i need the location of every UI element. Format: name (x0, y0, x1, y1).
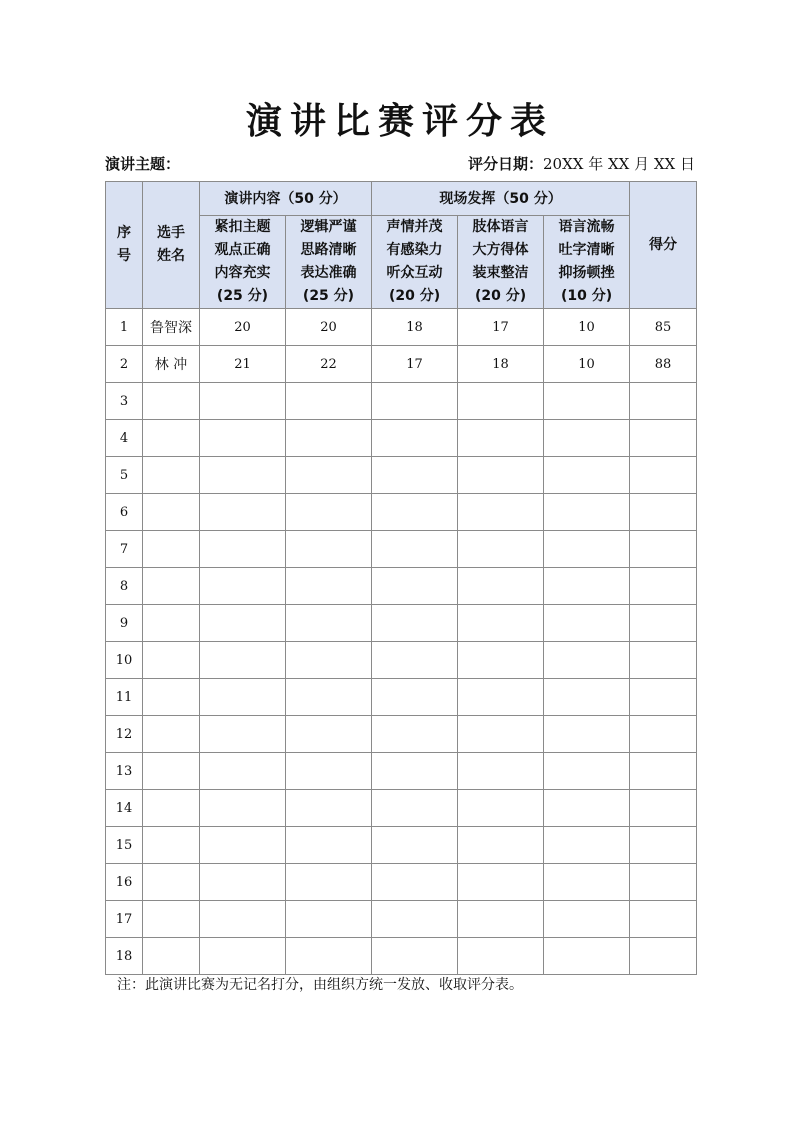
cell-c4: 18 (458, 346, 544, 383)
criterion-line: 有感染力 (386, 242, 443, 258)
cell-c3 (372, 420, 458, 457)
cell-name (143, 568, 200, 605)
cell-c1 (200, 457, 286, 494)
cell-name: 鲁智深 (143, 309, 200, 346)
cell-name (143, 642, 200, 679)
cell-c5 (544, 568, 630, 605)
cell-score (630, 383, 697, 420)
cell-c3 (372, 864, 458, 901)
cell-c5 (544, 383, 630, 420)
meta-row (105, 153, 695, 175)
table-row (106, 901, 697, 938)
cell-seq: 5 (106, 457, 143, 494)
cell-score (630, 494, 697, 531)
table-row (106, 605, 697, 642)
cell-score (630, 605, 697, 642)
criterion-line: (20 分) (388, 288, 441, 304)
cell-c2 (286, 679, 372, 716)
criterion-line: 内容充实 (214, 265, 271, 281)
criterion-line: (25 分) (302, 288, 355, 304)
criterion-line: 语言流畅 (558, 219, 615, 235)
cell-c2 (286, 605, 372, 642)
criterion-line: 观点正确 (214, 242, 271, 258)
cell-seq: 6 (106, 494, 143, 531)
cell-name (143, 457, 200, 494)
criterion-line: (20 分) (474, 288, 527, 304)
header-group-live: 现场发挥（50 分） (372, 182, 630, 216)
cell-seq: 3 (106, 383, 143, 420)
cell-c1 (200, 679, 286, 716)
cell-name (143, 531, 200, 568)
cell-seq: 15 (106, 827, 143, 864)
table-row (106, 753, 697, 790)
table-row (106, 827, 697, 864)
cell-c2 (286, 827, 372, 864)
criterion-line: 表达准确 (300, 265, 357, 281)
header-score: 得分 (630, 182, 697, 309)
table-row (106, 790, 697, 827)
cell-name (143, 827, 200, 864)
cell-name (143, 790, 200, 827)
cell-c2 (286, 642, 372, 679)
table-row (106, 383, 697, 420)
cell-c5 (544, 531, 630, 568)
cell-score (630, 864, 697, 901)
cell-name (143, 605, 200, 642)
cell-score (630, 568, 697, 605)
cell-name (143, 383, 200, 420)
cell-name: 林 冲 (143, 346, 200, 383)
cell-c4 (458, 568, 544, 605)
table-row (106, 568, 697, 605)
criterion-line: 思路清晰 (300, 242, 357, 258)
cell-c3 (372, 901, 458, 938)
cell-c1 (200, 531, 286, 568)
cell-c3 (372, 383, 458, 420)
cell-c3 (372, 790, 458, 827)
cell-c1: 20 (200, 309, 286, 346)
cell-c3 (372, 827, 458, 864)
cell-seq: 10 (106, 642, 143, 679)
cell-c3 (372, 457, 458, 494)
cell-c3 (372, 568, 458, 605)
header-criterion-4 (458, 216, 544, 309)
cell-name (143, 494, 200, 531)
score-table (105, 181, 697, 975)
cell-score (630, 901, 697, 938)
cell-c3 (372, 642, 458, 679)
cell-c5: 10 (544, 346, 630, 383)
cell-c5 (544, 790, 630, 827)
cell-c1 (200, 827, 286, 864)
cell-name (143, 753, 200, 790)
cell-c1 (200, 790, 286, 827)
cell-c2: 22 (286, 346, 372, 383)
cell-c3 (372, 753, 458, 790)
table-row (106, 864, 697, 901)
cell-c4 (458, 753, 544, 790)
cell-c4 (458, 383, 544, 420)
header-criterion-2 (286, 216, 372, 309)
criterion-line: (10 分) (560, 288, 613, 304)
cell-score (630, 827, 697, 864)
cell-seq: 8 (106, 568, 143, 605)
cell-c4 (458, 494, 544, 531)
cell-name (143, 679, 200, 716)
cell-c5: 10 (544, 309, 630, 346)
score-table-body (106, 309, 697, 975)
cell-c5 (544, 753, 630, 790)
cell-c3 (372, 716, 458, 753)
cell-seq: 16 (106, 864, 143, 901)
table-row (106, 531, 697, 568)
cell-score (630, 642, 697, 679)
cell-c5 (544, 938, 630, 975)
date-field (468, 153, 695, 174)
cell-seq: 12 (106, 716, 143, 753)
cell-c2 (286, 716, 372, 753)
cell-seq: 13 (106, 753, 143, 790)
cell-c5 (544, 827, 630, 864)
cell-c2 (286, 753, 372, 790)
cell-name (143, 420, 200, 457)
table-row (106, 309, 697, 346)
criterion-line: 逻辑严谨 (300, 219, 357, 235)
header-criterion-1 (200, 216, 286, 309)
cell-c1 (200, 716, 286, 753)
cell-c4 (458, 605, 544, 642)
cell-c4 (458, 679, 544, 716)
header-seq: 序 号 (106, 182, 143, 309)
cell-c5 (544, 716, 630, 753)
cell-c1 (200, 864, 286, 901)
cell-seq: 7 (106, 531, 143, 568)
cell-c4 (458, 938, 544, 975)
table-row (106, 346, 697, 383)
cell-seq: 17 (106, 901, 143, 938)
cell-score (630, 679, 697, 716)
page-title: 演讲比赛评分表 (245, 100, 554, 142)
table-row (106, 642, 697, 679)
cell-c2 (286, 938, 372, 975)
cell-c1 (200, 938, 286, 975)
cell-c2 (286, 864, 372, 901)
cell-seq: 9 (106, 605, 143, 642)
cell-c2 (286, 568, 372, 605)
cell-name (143, 901, 200, 938)
criterion-line: (25 分) (216, 288, 269, 304)
cell-c4 (458, 864, 544, 901)
cell-c5 (544, 457, 630, 494)
footnote: 注：此演讲比赛为无记名打分，由组织方统一发放、收取评分表。 (117, 977, 523, 993)
header-criterion-3 (372, 216, 458, 309)
cell-c4 (458, 531, 544, 568)
table-row (106, 679, 697, 716)
header-row-groups (106, 182, 697, 216)
cell-seq: 14 (106, 790, 143, 827)
criterion-line: 大方得体 (472, 242, 529, 258)
cell-c3: 17 (372, 346, 458, 383)
criterion-line: 声情并茂 (386, 219, 443, 235)
cell-name (143, 938, 200, 975)
cell-c4 (458, 716, 544, 753)
criterion-line: 吐字清晰 (558, 242, 615, 258)
header-name: 选手 姓名 (143, 182, 200, 309)
cell-score (630, 753, 697, 790)
cell-seq: 11 (106, 679, 143, 716)
cell-c3 (372, 938, 458, 975)
cell-c2 (286, 531, 372, 568)
cell-c3 (372, 679, 458, 716)
cell-seq: 1 (106, 309, 143, 346)
cell-name (143, 864, 200, 901)
criterion-line: 抑扬顿挫 (558, 265, 615, 281)
cell-c4 (458, 457, 544, 494)
cell-score (630, 531, 697, 568)
cell-c2 (286, 457, 372, 494)
cell-score (630, 457, 697, 494)
cell-c2 (286, 790, 372, 827)
cell-seq: 2 (106, 346, 143, 383)
cell-name (143, 716, 200, 753)
cell-c2: 20 (286, 309, 372, 346)
table-row (106, 457, 697, 494)
cell-score: 88 (630, 346, 697, 383)
cell-c3 (372, 531, 458, 568)
cell-c2 (286, 420, 372, 457)
cell-score (630, 790, 697, 827)
criterion-line: 肢体语言 (472, 219, 529, 235)
cell-score: 85 (630, 309, 697, 346)
topic-label: 演讲主题： (105, 155, 181, 173)
cell-c4 (458, 790, 544, 827)
cell-c5 (544, 494, 630, 531)
cell-c2 (286, 494, 372, 531)
table-row (106, 494, 697, 531)
cell-c5 (544, 420, 630, 457)
cell-c4 (458, 420, 544, 457)
cell-c1 (200, 642, 286, 679)
cell-c3 (372, 605, 458, 642)
cell-c5 (544, 679, 630, 716)
criterion-line: 装束整洁 (472, 265, 529, 281)
cell-c5 (544, 642, 630, 679)
header-group-content: 演讲内容（50 分） (200, 182, 372, 216)
cell-c1 (200, 494, 286, 531)
cell-c4 (458, 642, 544, 679)
date-label: 评分日期： (467, 155, 543, 173)
cell-c4 (458, 827, 544, 864)
cell-c2 (286, 901, 372, 938)
cell-c1 (200, 605, 286, 642)
cell-seq: 18 (106, 938, 143, 975)
cell-c1 (200, 568, 286, 605)
table-row (106, 420, 697, 457)
table-row (106, 716, 697, 753)
cell-score (630, 938, 697, 975)
cell-seq: 4 (106, 420, 143, 457)
cell-score (630, 420, 697, 457)
cell-c3: 18 (372, 309, 458, 346)
cell-c1 (200, 901, 286, 938)
criterion-line: 紧扣主题 (214, 219, 271, 235)
cell-c5 (544, 605, 630, 642)
cell-score (630, 716, 697, 753)
cell-c1 (200, 420, 286, 457)
cell-c3 (372, 494, 458, 531)
cell-c2 (286, 383, 372, 420)
header-criterion-5 (544, 216, 630, 309)
cell-c5 (544, 864, 630, 901)
cell-c4 (458, 901, 544, 938)
criterion-line: 听众互动 (386, 265, 443, 281)
table-row (106, 938, 697, 975)
cell-c1 (200, 383, 286, 420)
cell-c1: 21 (200, 346, 286, 383)
cell-c1 (200, 753, 286, 790)
cell-c5 (544, 901, 630, 938)
date-value: 20XX 年 XX 月 XX 日 (543, 155, 695, 173)
cell-c4: 17 (458, 309, 544, 346)
